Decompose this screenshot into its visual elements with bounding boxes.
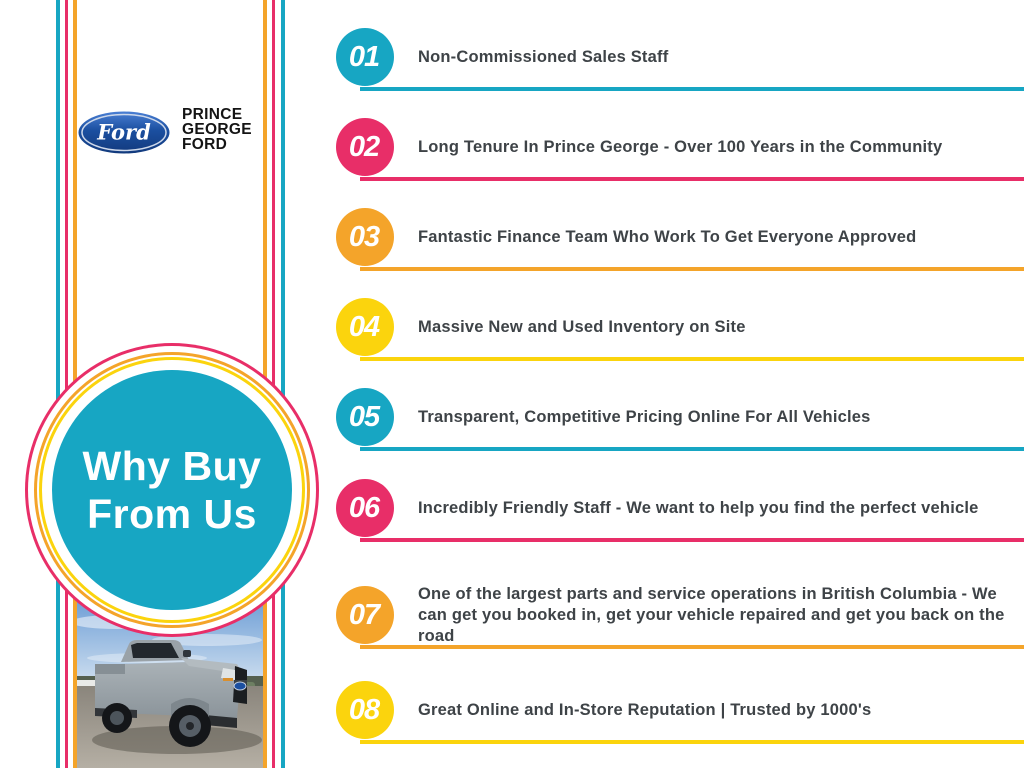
reason-underline xyxy=(360,740,1024,744)
reason-number: 04 xyxy=(348,310,380,343)
reason-number-circle xyxy=(336,681,394,739)
dealer-name xyxy=(182,107,252,152)
badge-title xyxy=(83,442,262,539)
badge-title-line1: Why Buy xyxy=(82,442,262,489)
reason-text: Massive New and Used Inventory on Site xyxy=(418,317,746,336)
dealer-name-line2: GEORGE xyxy=(182,121,252,138)
reason-row-06 xyxy=(336,479,1024,537)
reason-row-03 xyxy=(336,208,1024,266)
reason-text: Fantastic Finance Team Who Work To Get Everyone Approved xyxy=(418,227,917,246)
reason-underline xyxy=(360,447,1024,451)
reason-row-04 xyxy=(336,298,1024,356)
reason-number-circle xyxy=(336,208,394,266)
reason-row-08 xyxy=(336,681,1024,739)
reason-underline xyxy=(360,87,1024,91)
truck-photo xyxy=(77,600,263,768)
why-buy-from-us-badge xyxy=(52,370,292,610)
reason-number: 05 xyxy=(348,400,380,433)
reason-underline xyxy=(360,645,1024,649)
reason-number: 06 xyxy=(348,491,380,524)
banner-stripe-teal-left xyxy=(56,0,60,768)
reason-row-05 xyxy=(336,388,1024,446)
reason-number-circle xyxy=(336,118,394,176)
reason-row-07 xyxy=(336,586,1024,644)
reason-row-01 xyxy=(336,28,1024,86)
reason-number: 03 xyxy=(348,220,380,253)
reason-number: 07 xyxy=(348,598,380,631)
reason-number-circle xyxy=(336,388,394,446)
banner-stripe-pink-left xyxy=(65,0,68,768)
reason-underline xyxy=(360,357,1024,361)
ford-oval-logo-icon xyxy=(78,111,170,154)
reason-number-circle xyxy=(336,479,394,537)
banner-stripe-pink-right xyxy=(272,0,275,768)
reason-text: Incredibly Friendly Staff - We want to help you find the perfect vehicle xyxy=(418,498,979,517)
dealer-name-line3: FORD xyxy=(182,136,228,153)
reason-row-02 xyxy=(336,118,1024,176)
dealer-name-line1: PRINCE xyxy=(182,106,243,123)
reason-number: 02 xyxy=(348,130,380,163)
badge-title-line2: From Us xyxy=(87,491,257,537)
reason-underline xyxy=(360,538,1024,542)
reason-number-circle xyxy=(336,586,394,644)
banner-stripe-teal-right xyxy=(281,0,285,768)
svg-text:Ford: Ford xyxy=(97,119,151,145)
reason-number: 01 xyxy=(348,40,380,73)
dealer-logo xyxy=(78,103,268,163)
reason-text: One of the largest parts and service operations in British Columbia - We can get you booked in, get your vehicle repaired and get you back on the road xyxy=(418,584,1005,645)
reason-text: Non-Commissioned Sales Staff xyxy=(418,47,669,66)
reason-number-circle xyxy=(336,298,394,356)
reason-text: Long Tenure In Prince George - Over 100 Years in the Community xyxy=(418,137,943,156)
reason-underline xyxy=(360,177,1024,181)
reason-text: Transparent, Competitive Pricing Online For All Vehicles xyxy=(418,407,871,426)
reason-text: Great Online and In-Store Reputation | Trusted by 1000's xyxy=(418,700,872,719)
reason-number-circle xyxy=(336,28,394,86)
reason-underline xyxy=(360,267,1024,271)
reason-number: 08 xyxy=(348,693,380,726)
